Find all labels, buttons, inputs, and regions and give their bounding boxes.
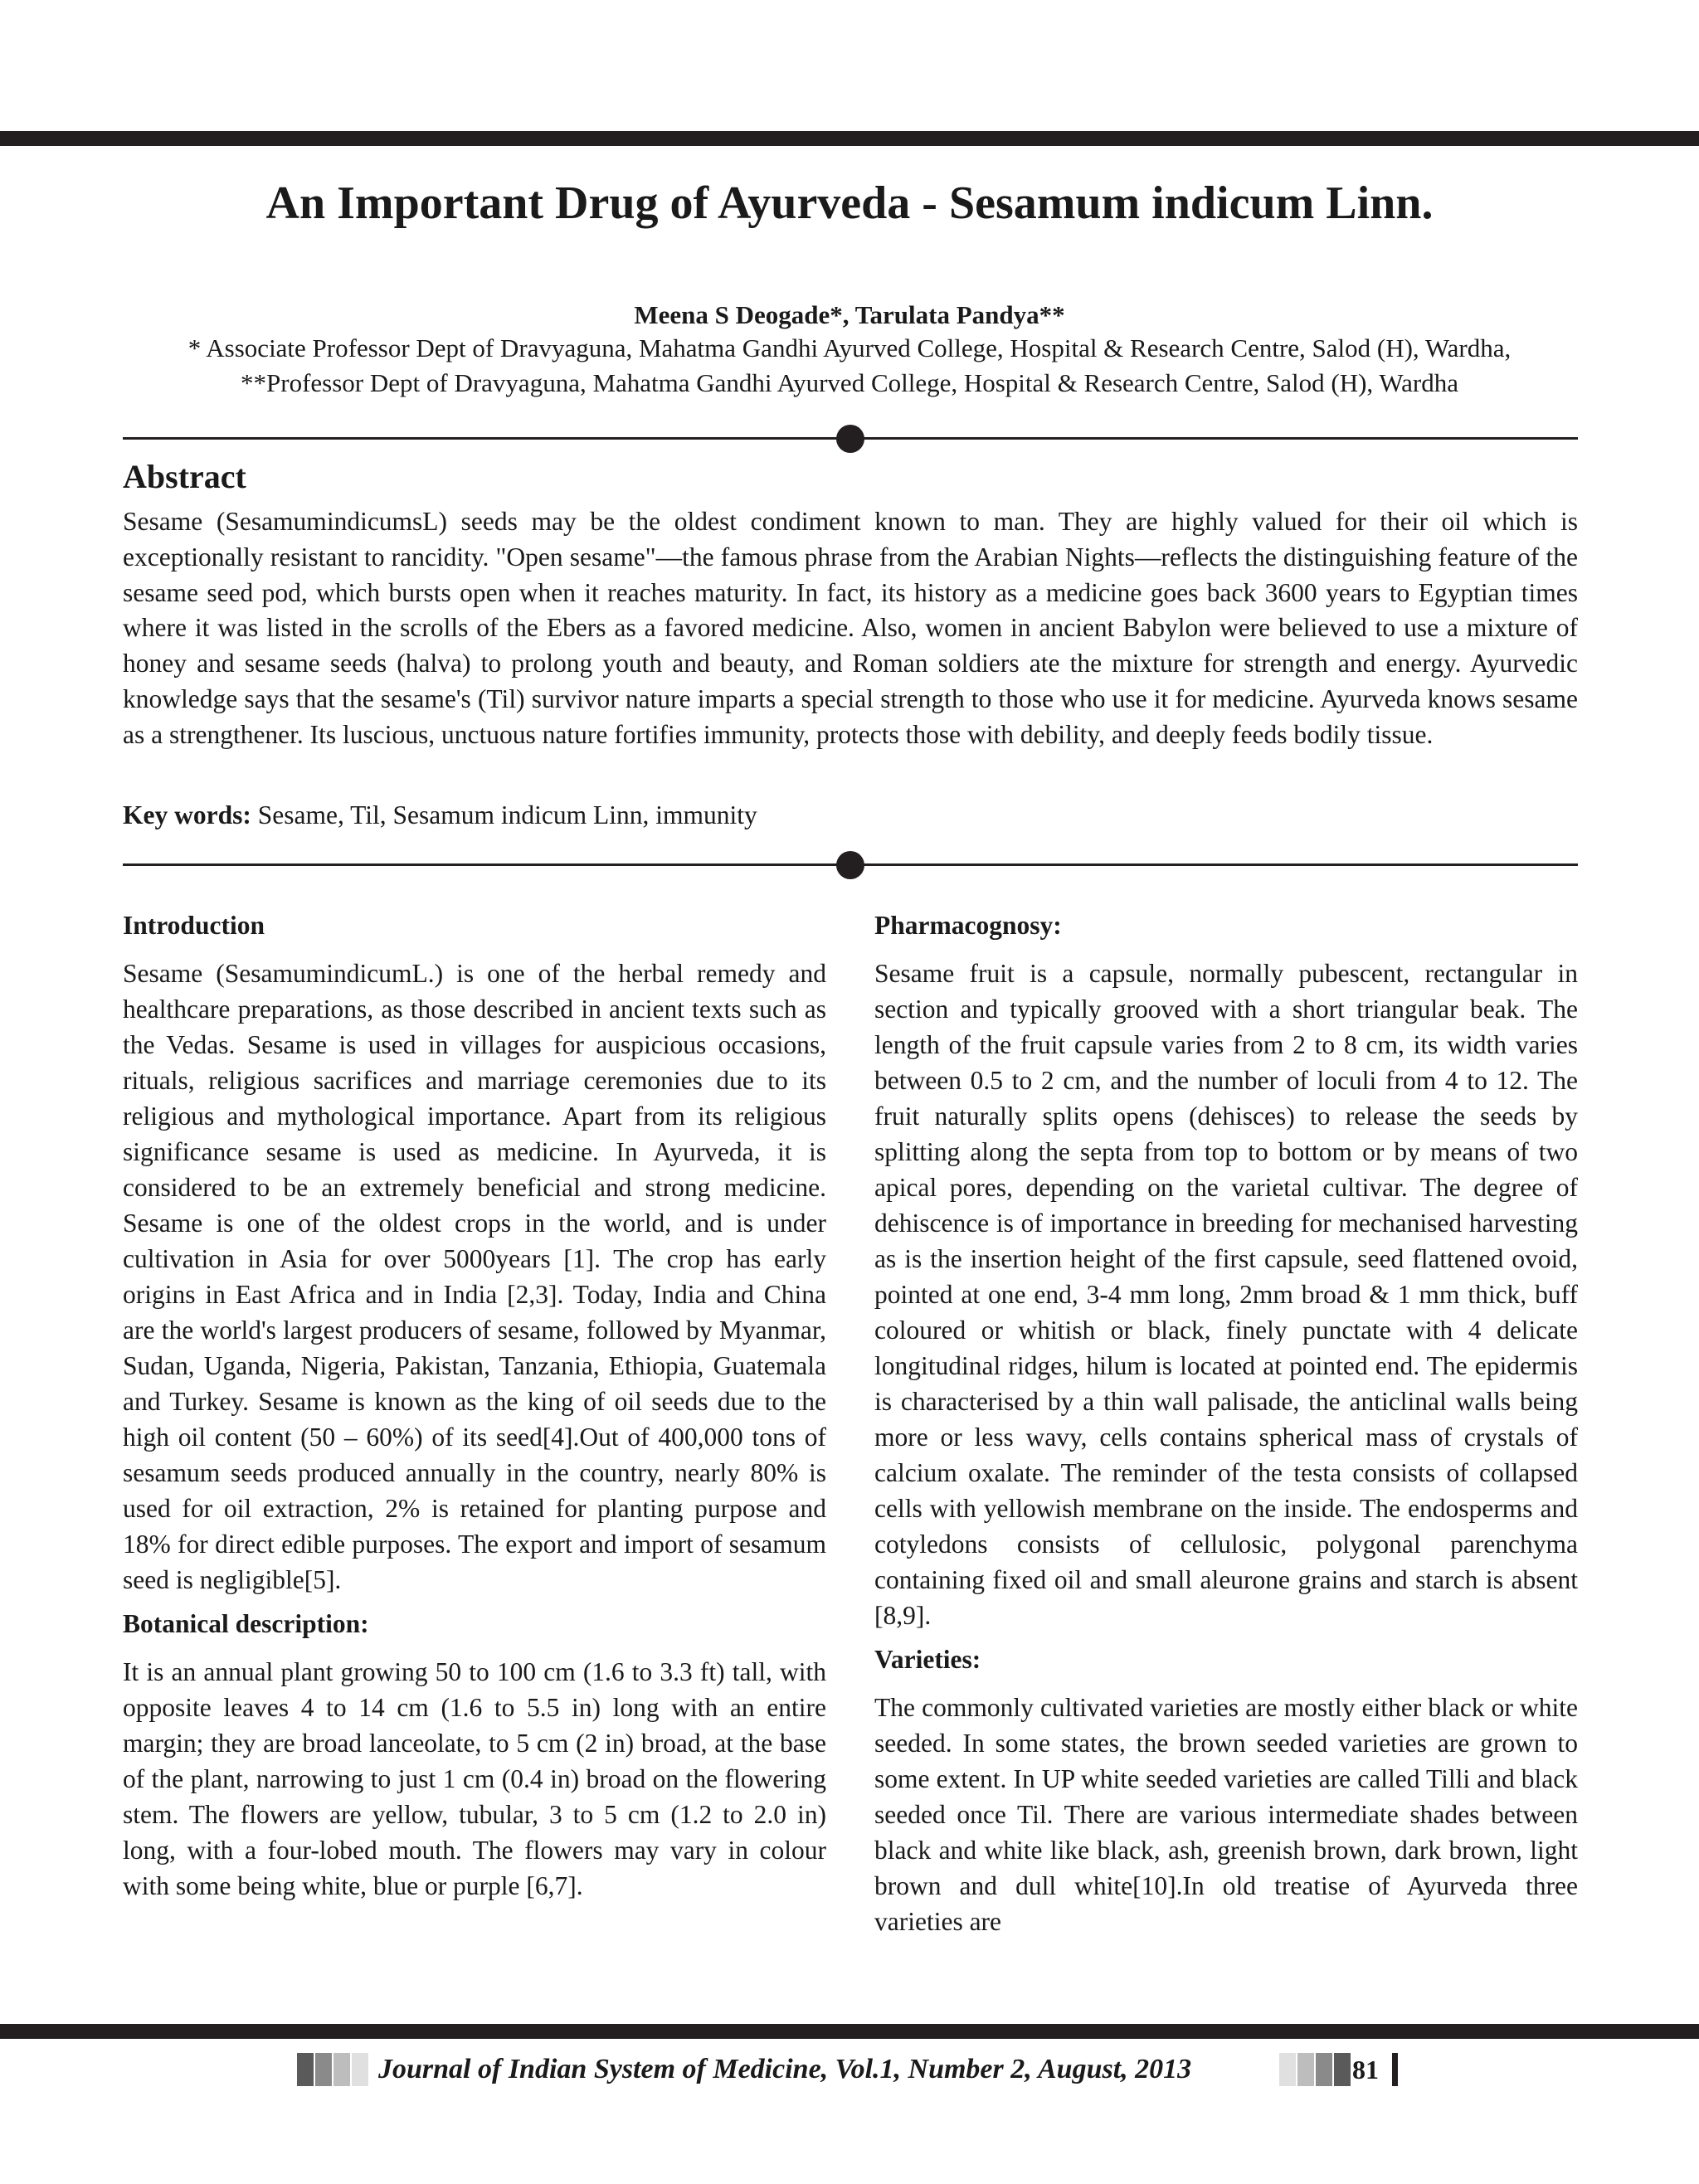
divider-dot <box>836 851 864 879</box>
abstract-body: Sesame (SesamumindicumsL) seeds may be the oldest condiment known to man. They are highly valued for their oil which is exceptionally resistant to rancidity. "Open sesame"—the famous phrase from the Arabian Nights—reflects the distinguishing feature of the sesame seed pod, which bursts open when it reaches maturity. In fact, its history as a medicine goes back 3600 years to Egyptian times where it was listed in the scrolls of the Ebers as a favored medicine. Also, women in ancient Babylon were believed to use a mixture of honey and sesame seeds (halva) to prolong youth and beauty, and Roman soldiers ate the mixture for strength and energy. Ayurvedic knowledge says that the sesame's (Til) survivor nature imparts a special strength to those who use it for medicine. Ayurveda knows sesame as a strengthener. Its luscious, unctuous nature fortifies immunity, protects those with debility, and deeply feeds bodily tissue. <box>123 507 1578 749</box>
footer-decor-square <box>1334 2053 1351 2086</box>
introduction-body: Sesame (SesamumindicumL.) is one of the herbal remedy and healthcare preparations, as those described in ancient texts such as the Vedas. Sesame is used in villages for auspicious occasions, rituals, religious sacrifices and marriage ceremonies due to its religious and mythological importance. Apart from its religious significance sesame is used as medicine. In Ayurveda, it is considered to be an extremely beneficial and strong medicine. Sesame is one of the oldest crops in the world, and is under cultivation in Asia for over 5000years [1]. The crop has early origins in East Africa and in India [2,3]. Today, India and China are the world's largest producers of sesame, followed by Myanmar, Sudan, Uganda, Nigeria, Pakistan, Tanzania, Ethiopia, Guatemala and Turkey. Sesame is known as the king of oil seeds due to the high oil content (50 – 60%) of its seed[4].Out of 400,000 tons of sesamum seeds produced annually in the country, nearly 80% is used for oil extraction, 2% is retained for planting purpose and 18% for direct edible purposes. The export and import of sesamum seed is negligible[5]. <box>123 959 826 1594</box>
divider-dot <box>836 425 864 453</box>
footer-decor-square <box>315 2053 332 2086</box>
journal-citation: Journal of Indian System of Medicine, Vol.1, Number 2, August, 2013 <box>378 2054 1192 2084</box>
article-title: An Important Drug of Ayurveda - Sesamum indicum Linn. <box>265 178 1434 229</box>
botanical-heading: Botanical description: <box>123 1609 369 1638</box>
footer-decor-square <box>1279 2053 1296 2086</box>
varieties-body: The commonly cultivated varieties are mostly either black or white seeded. In some states, the brown seeded varieties are grown to some extent. In UP white seeded varieties are called Tilli and black seeded once Til. There are various intermediate shades between black and white like black, ash, greenish brown, dark brown, light brown and dull white[10].In old treatise of Ayurveda three varieties are <box>874 1693 1578 1936</box>
footer-decor-square <box>333 2053 350 2086</box>
author-names: Meena S Deogade*, Tarulata Pandya** <box>634 300 1065 329</box>
footer-decor-square <box>352 2053 368 2086</box>
keywords-line <box>123 798 1578 833</box>
affiliation-1: * Associate Professor Dept of Dravyaguna, Mahatma Gandhi Ayurved College, Hospital & Research Centre, Salod (H), Wardha, <box>187 333 1512 362</box>
keywords-label: Key words: <box>123 800 251 829</box>
right-column <box>874 906 1578 1946</box>
pharmacognosy-heading: Pharmacognosy: <box>874 911 1062 940</box>
botanical-body: It is an annual plant growing 50 to 100 cm (1.6 to 3.3 ft) tall, with opposite leaves 4 to 14 cm (1.6 to 5.5 in) long with an entire margin; they are broad lanceolate, to 5 cm (2 in) broad, at the base of the plant, narrowing to just 1 cm (0.4 in) broad on the flowering stem. The flowers are yellow, tubular, 3 to 5 cm (1.2 to 2.0 in) long, with a four-lobed mouth. The flowers may vary in colour with some being white, blue or purple [6,7]. <box>123 1657 826 1900</box>
page-number: 81 <box>1352 2055 1379 2084</box>
introduction-heading: Introduction <box>123 911 265 940</box>
footer-decor-square <box>297 2053 314 2086</box>
keywords-list: Sesame, Til, Sesamum indicum Linn, immunity <box>251 800 757 829</box>
abstract-heading: Abstract <box>123 458 246 495</box>
header-rule <box>0 131 1699 146</box>
varieties-heading: Varieties: <box>874 1645 981 1674</box>
page-number-bar <box>1392 2053 1398 2086</box>
footer-decor-square <box>1316 2053 1332 2086</box>
footer-rule <box>0 2024 1699 2039</box>
pharmacognosy-body: Sesame fruit is a capsule, normally pubescent, rectangular in section and typically grooved with a short triangular beak. The length of the fruit capsule varies from 2 to 8 cm, its width varies between 0.5 to 2 cm, and the number of loculi from 4 to 12. The fruit naturally splits opens (dehisces) to release the seeds by splitting along the septa from top to bottom or by means of two apical pores, depending on the varietal cultivar. The degree of dehiscence is of importance in breeding for mechanised harvesting as is the insertion height of the first capsule, seed flattened ovoid, pointed at one end, 3-4 mm long, 2mm broad & 1 mm thick, buff coloured or whitish or black, finely punctate with 4 delicate longitudinal ridges, hilum is located at pointed end. The epidermis is characterised by a thin wall palisade, the anticlinal walls being more or less wavy, cells contains spherical mass of crystals of calcium oxalate. The reminder of the testa consists of collapsed cells with yellowish membrane on the inside. The endosperms and cotyledons consists of cellulosic, polygonal parenchyma containing fixed oil and small aleurone grains and starch is absent [8,9]. <box>874 959 1578 1630</box>
affiliation-2: **Professor Dept of Dravyaguna, Mahatma Gandhi Ayurved College, Hospital & Research Centre, Salod (H), Wardha <box>241 368 1458 397</box>
footer-decor-square <box>1297 2053 1314 2086</box>
left-column <box>123 906 826 1910</box>
